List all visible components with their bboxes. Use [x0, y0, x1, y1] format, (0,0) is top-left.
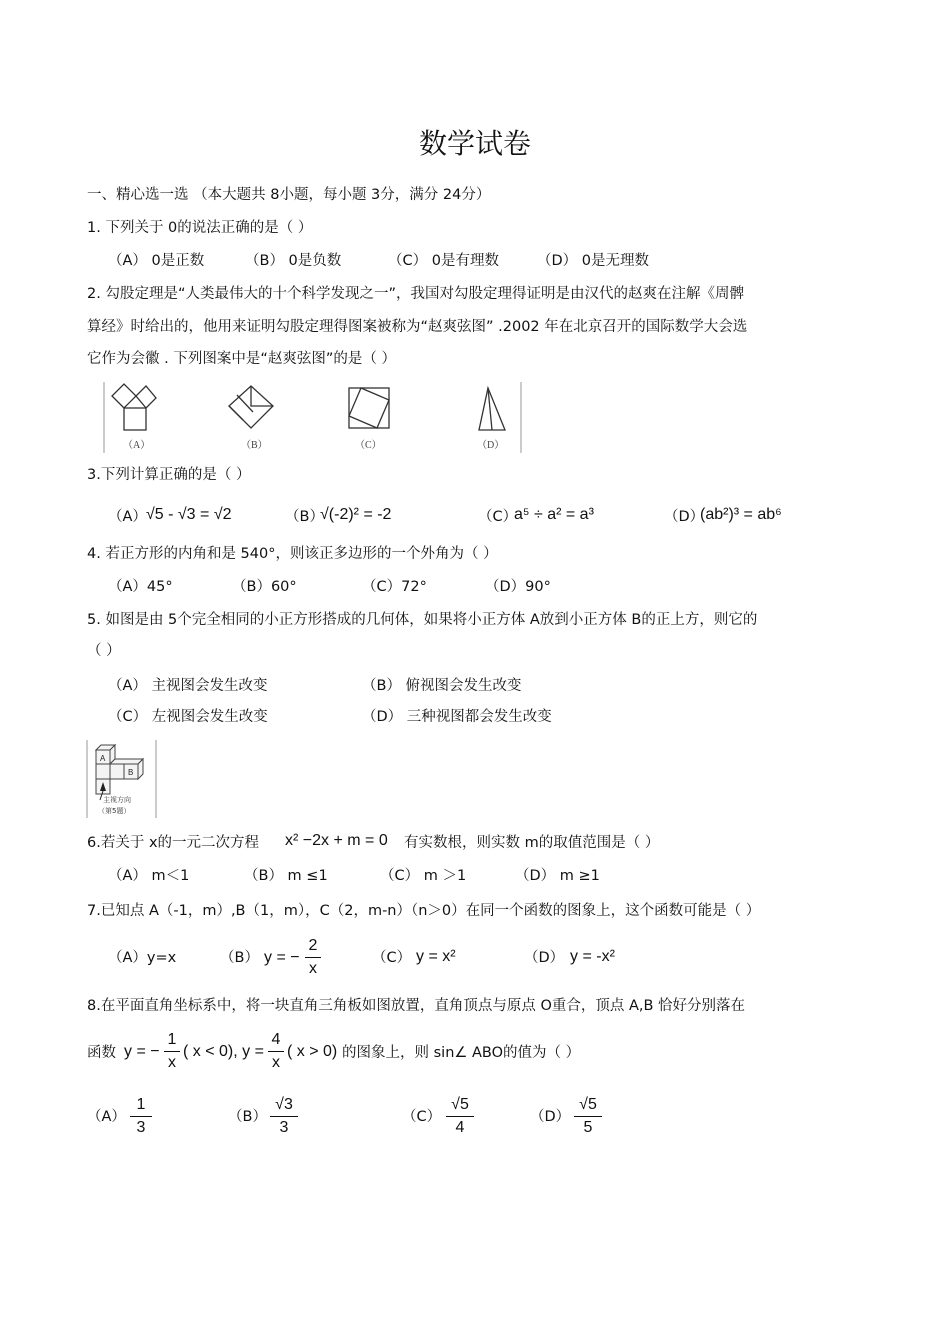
fig-label-c: （C）	[355, 440, 382, 451]
q8-line-2-post: 的图象上，则 sin∠ ABO的值为（ ）	[342, 1045, 581, 1061]
q7-fraction-b	[305, 936, 321, 979]
q7-label-c: （C）	[372, 950, 412, 966]
q8-label-a: （A）	[87, 1109, 126, 1125]
q7-b-numerator: 2	[308, 937, 318, 954]
q6-option-b: （B） m ≤1	[244, 868, 328, 884]
cube-label-a: A	[100, 754, 106, 763]
q2-line-3: 它作为会徽 . 下列图案中是“赵爽弦图”的是（ ）	[87, 351, 396, 367]
q8-f2-condition: ( x > 0)	[287, 1043, 338, 1060]
q4-option-c: （C）72°	[362, 579, 427, 595]
q8-f2-numerator: 4	[271, 1031, 281, 1048]
q3-expr-b: √(-2)² = -2	[320, 506, 392, 523]
q8-option-d-fraction	[574, 1095, 602, 1138]
cube-label-b: B	[128, 768, 134, 777]
q1-option-a: （A） 0是正数	[108, 253, 205, 269]
q1-option-b: （B） 0是负数	[245, 253, 342, 269]
q8-d-denominator: 5	[583, 1119, 593, 1136]
q2-figure-strip	[103, 380, 523, 456]
q3-expr-c: a⁵ ÷ a² = a³	[514, 506, 594, 523]
q7-b-denominator: x	[309, 960, 317, 977]
q8-a-numerator: 1	[136, 1096, 146, 1113]
q8-d-numerator: √5	[579, 1096, 597, 1113]
q6-stem-pre: 6.若关于 x的一元二次方程	[87, 835, 260, 851]
q5-option-c: （C） 左视图会发生改变	[108, 709, 268, 725]
q5-line-1: 5. 如图是由 5个完全相同的小正方形搭成的几何体，如果将小正方体 A放到小正方体 B的正上方，则它的	[87, 612, 758, 628]
q5-option-a: （A） 主视图会发生改变	[108, 678, 268, 694]
q1-option-c: （C） 0是有理数	[388, 253, 499, 269]
q8-option-a-fraction	[130, 1095, 152, 1138]
q4-stem: 4. 若正方形的内角和是 540°，则该正多边形的一个外角为（ ）	[87, 546, 498, 562]
q3-label-c: （C）	[478, 509, 518, 525]
fig-label-b: （B）	[241, 440, 268, 451]
q8-line-1: 8.在平面直角坐标系中，将一块直角三角板如图放置，直角顶点与原点 O重合，顶点 A,B 恰好分别落在	[87, 998, 746, 1014]
fig-label-d: （D）	[477, 440, 505, 451]
q6-stem-post: 有实数根，则实数 m的取值范围是（ ）	[404, 835, 660, 851]
q3-expr-a: √5 - √3 = √2	[146, 506, 232, 523]
q8-label-b: （B）	[228, 1109, 267, 1125]
q8-fraction-1	[164, 1030, 180, 1073]
q8-f2-denominator: x	[272, 1054, 280, 1071]
q7-label-d: （D）	[524, 950, 565, 966]
q3-label-d: （D）	[664, 509, 705, 525]
q8-label-c: （C）	[402, 1109, 442, 1125]
q2-line-1: 2. 勾股定理是“人类最伟大的十个科学发现之一”，我国对勾股定理得证明是由汉代的赵爽在注解《周髀	[87, 286, 744, 302]
q7-option-a: （A）y=x	[108, 950, 177, 966]
q7-expr-c: y = x²	[416, 948, 456, 965]
figure-d-triangle	[479, 388, 505, 430]
figure-b-square	[229, 386, 273, 428]
q7-expr-d: y = -x²	[570, 948, 615, 965]
q3-stem: 3.下列计算正确的是（ ）	[87, 467, 251, 483]
cube-caption-number: （第5题）	[98, 807, 131, 815]
q7-expr-b-lhs: y = −	[264, 949, 300, 966]
q8-option-c-fraction	[446, 1095, 474, 1138]
q8-fraction-2	[268, 1030, 284, 1073]
q5-option-d: （D） 三种视图都会发生改变	[362, 709, 552, 725]
q2-line-2: 算经》时给出的，他用来证明勾股定理得图案被称为“赵爽弦图” .2002 年在北京召开的国际数学大会选	[87, 319, 748, 335]
section-header: 一、精心选一选 （本大题共 8小题，每小题 3分，满分 24分）	[87, 187, 491, 203]
q7-label-b: （B）	[220, 950, 259, 966]
q6-equation: x² −2x + m = 0	[285, 832, 388, 849]
q8-fn-prefix: 函数	[87, 1045, 116, 1061]
q8-c-denominator: 4	[455, 1119, 465, 1136]
q3-label-b: （B）	[285, 509, 324, 525]
q8-f1-denominator: x	[168, 1054, 176, 1071]
q8-b-denominator: 3	[279, 1119, 289, 1136]
q4-option-b: （B）60°	[232, 579, 297, 595]
q6-option-c: （C） m ＞1	[380, 868, 467, 884]
q5-cube-figure	[86, 738, 158, 820]
q1-option-d: （D） 0是无理数	[537, 253, 649, 269]
q8-a-denominator: 3	[136, 1119, 146, 1136]
q4-option-a: （A）45°	[108, 579, 173, 595]
page-title: 数学试卷	[418, 127, 531, 160]
figure-c-zhao-shuang-diagram	[349, 388, 389, 428]
q5-option-b: （B） 俯视图会发生改变	[362, 678, 522, 694]
q1-stem: 1. 下列关于 0的说法正确的是（ ）	[87, 220, 313, 236]
cube-caption-view: 主视方向	[103, 796, 131, 804]
q6-option-a: （A） m＜1	[108, 868, 190, 884]
q8-c-numerator: √5	[451, 1096, 469, 1113]
q3-label-a: （A）	[108, 509, 147, 525]
q6-option-d: （D） m ≥1	[515, 868, 600, 884]
q8-f1-lhs: y = −	[124, 1043, 160, 1060]
q8-b-numerator: √3	[275, 1096, 293, 1113]
figure-a-pythagoras-squares	[112, 384, 156, 430]
q7-stem: 7.已知点 A（-1，m）,B（1，m），C（2，m-n）（n＞0）在同一个函数的图象上，这个函数可能是（ ）	[87, 903, 761, 919]
q8-option-b-fraction	[270, 1095, 298, 1138]
q8-label-d: （D）	[530, 1109, 571, 1125]
fig-label-a: （A）	[123, 440, 151, 451]
q8-f1-condition: ( x < 0), y =	[183, 1043, 264, 1060]
q5-line-2: （ ）	[87, 643, 121, 659]
q3-expr-d: (ab²)³ = ab⁶	[700, 506, 782, 523]
q4-option-d: （D）90°	[485, 579, 551, 595]
q8-f1-numerator: 1	[167, 1031, 177, 1048]
